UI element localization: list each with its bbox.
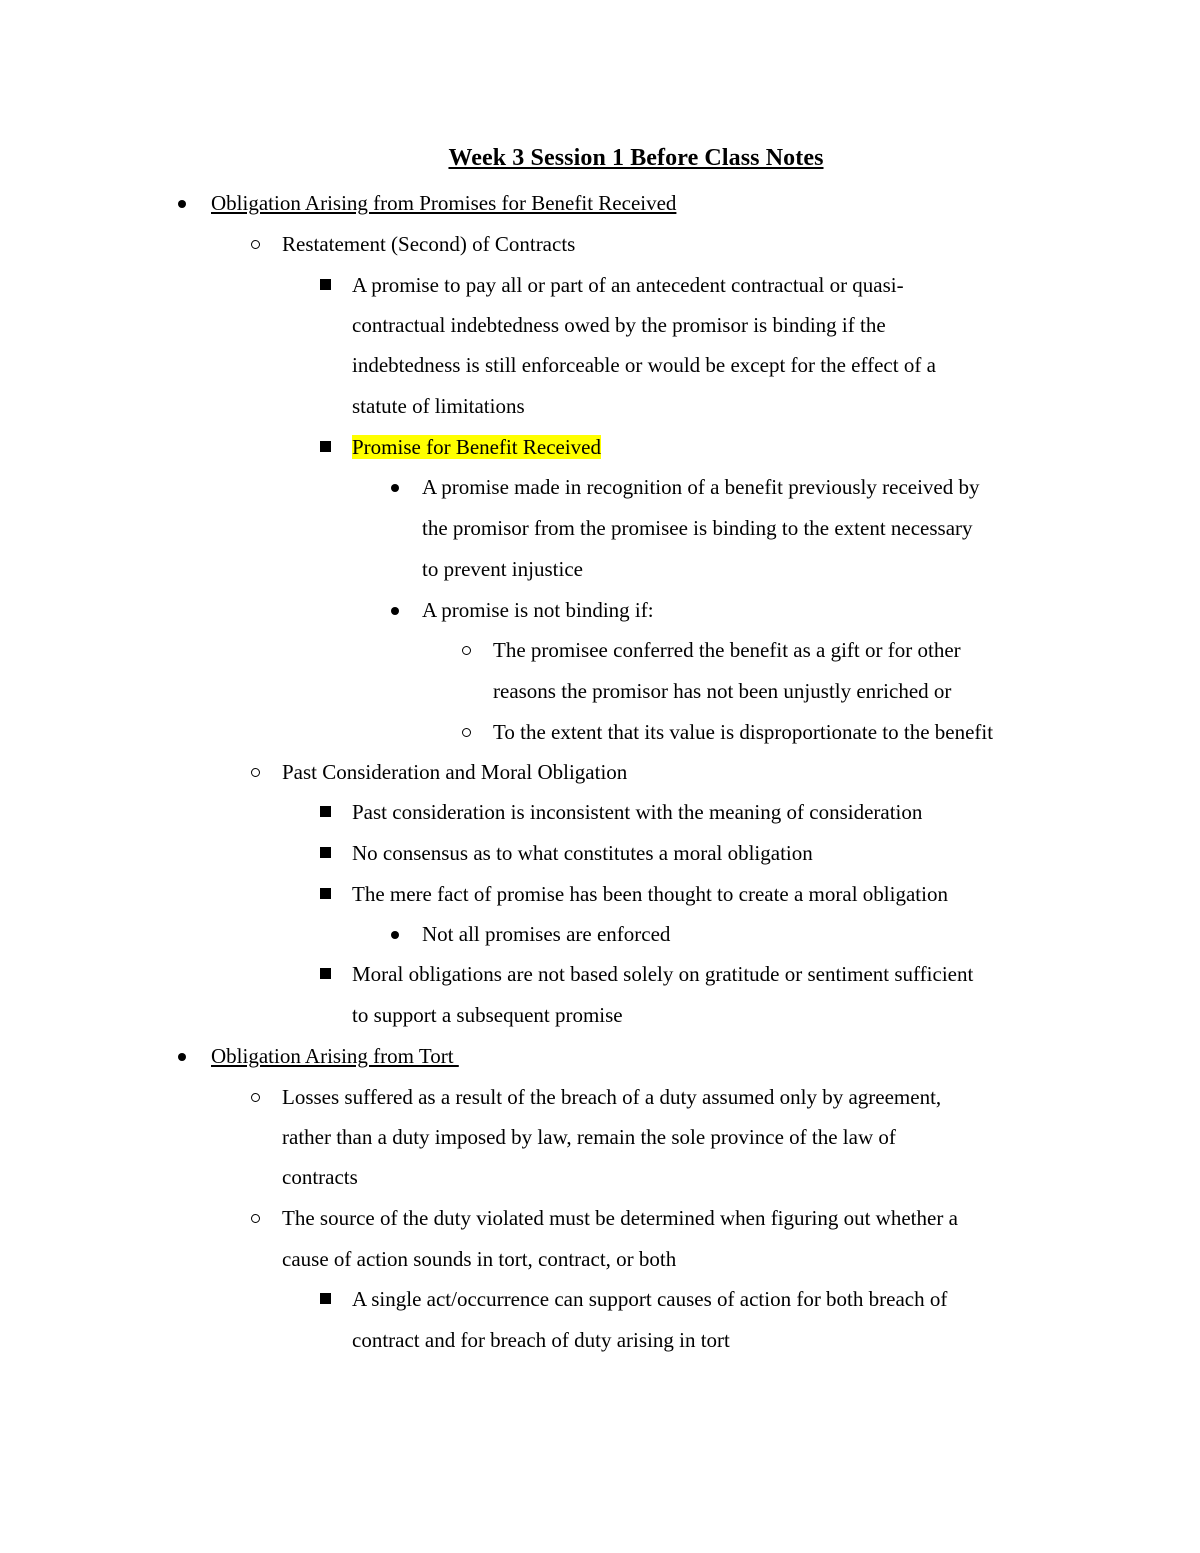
document-title: Week 3 Session 1 Before Class Notes <box>448 145 824 171</box>
list-item-line: A single act/occurrence can support causes of action for both breach of <box>352 1287 948 1311</box>
list-item: A promise is not binding if: <box>422 598 654 622</box>
list-item-line: The promisee conferred the benefit as a gift or for other <box>493 638 961 662</box>
list-item-line: statute of limitations <box>352 394 525 418</box>
list-item-line: contracts <box>282 1165 358 1189</box>
list-item-line: the promisor from the promisee is binding to the extent necessary <box>422 516 973 540</box>
list-item: The mere fact of promise has been thought to create a moral obligation <box>352 882 948 906</box>
list-item-line: cause of action sounds in tort, contract, or both <box>282 1247 677 1271</box>
list-item: Past Consideration and Moral Obligation <box>282 760 628 784</box>
highlighted-text: Promise for Benefit Received <box>352 435 602 459</box>
list-item-line: to prevent injustice <box>422 557 583 581</box>
list-item-line: contract and for breach of duty arising in tort <box>352 1328 730 1352</box>
highlighted-list-item <box>352 427 601 467</box>
list-item: Past consideration is inconsistent with the meaning of consideration <box>352 800 923 824</box>
list-item-line: contractual indebtedness owed by the promisor is binding if the <box>352 313 886 337</box>
list-item-line: A promise made in recognition of a benefit previously received by <box>422 475 980 499</box>
section-heading: Obligation Arising from Promises for Benefit Received <box>211 191 677 215</box>
list-item-line: A promise to pay all or part of an antecedent contractual or quasi- <box>352 273 904 297</box>
list-item: To the extent that its value is disproportionate to the benefit <box>493 720 994 744</box>
list-item: No consensus as to what constitutes a moral obligation <box>352 841 813 865</box>
section-heading: Obligation Arising from Tort <box>211 1044 459 1068</box>
list-item: Restatement (Second) of Contracts <box>282 232 576 256</box>
list-item-line: Losses suffered as a result of the breach of a duty assumed only by agreement, <box>282 1085 942 1109</box>
list-item-line: The source of the duty violated must be determined when figuring out whether a <box>282 1206 958 1230</box>
list-item-line: Moral obligations are not based solely on gratitude or sentiment sufficient <box>352 962 974 986</box>
list-item-line: reasons the promisor has not been unjustly enriched or <box>493 679 952 703</box>
list-item-line: indebtedness is still enforceable or would be except for the effect of a <box>352 353 936 377</box>
list-item-line: to support a subsequent promise <box>352 1003 623 1027</box>
list-item: Not all promises are enforced <box>422 922 671 946</box>
list-item-line: rather than a duty imposed by law, remain the sole province of the law of <box>282 1125 896 1149</box>
